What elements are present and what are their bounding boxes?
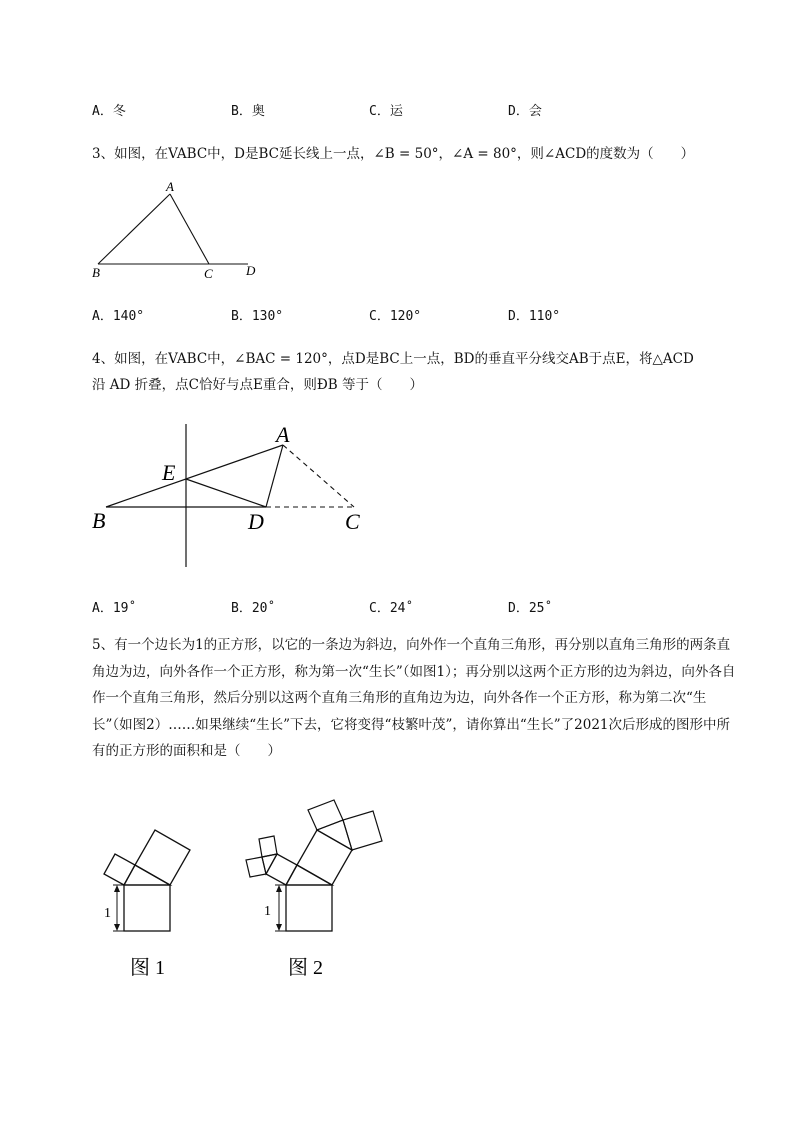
q5-figure-2 [230, 796, 400, 986]
q4-label-c: C [345, 509, 360, 534]
q5-figure-1 [98, 826, 198, 986]
q3-triangle-figure [86, 176, 276, 284]
q4-fold-figure [86, 412, 376, 572]
fig2-base-square [286, 885, 332, 931]
q2-option-d[interactable]: D．会 [508, 104, 542, 119]
q3-stem: 3、如图，在VABC中，D是BC延长线上一点，∠B = 50°，∠A = 80°，则∠ACD的度数为（ ） [92, 146, 695, 162]
q3-line-ab [98, 194, 170, 264]
q4-option-d[interactable]: D．25˚ [508, 601, 553, 616]
q4-stem-line1: 4、如图，在VABC中，∠BAC = 120°，点D是BC上一点，BD的垂直平分线交AB于点E，将△ACD [92, 351, 694, 367]
fig1-left-square [104, 854, 135, 885]
q3-label-b: B [92, 265, 100, 280]
q4-label-b: B [92, 508, 106, 533]
fig2-right-square [297, 830, 352, 885]
fig2-square-right-a [308, 800, 343, 830]
q4-stem-line2: 沿 AD 折叠，点C恰好与点E重合，则ÐB 等于（ ） [92, 377, 423, 393]
fig2-side-label: 1 [264, 904, 271, 919]
fig1-right-square [135, 830, 190, 885]
q4-line-ac-dashed [283, 445, 354, 507]
fig2-square-left-a [246, 857, 266, 877]
q4-option-a[interactable]: A．19˚ [92, 601, 137, 616]
q4-label-a: A [276, 422, 290, 447]
q2-option-b[interactable]: B．奥 [231, 104, 265, 119]
fig2-triangle-right [317, 820, 352, 850]
q4-line-ab [106, 445, 283, 507]
q3-option-c[interactable]: C．120° [369, 309, 422, 324]
q3-label-d: D [246, 263, 256, 278]
fig1-base-square [124, 885, 170, 931]
fig2-triangle-1 [286, 865, 332, 885]
q3-option-b[interactable]: B．130° [231, 309, 284, 324]
q3-line-ac [170, 194, 209, 264]
q3-option-a[interactable]: A．140° [92, 309, 145, 324]
q3-label-a: A [166, 179, 174, 194]
fig1-caption: 图 1 [130, 957, 165, 979]
fig2-square-right-b [343, 811, 382, 850]
fig2-square-left-b [259, 836, 277, 857]
fig2-caption: 图 2 [288, 957, 323, 979]
q2-option-c[interactable]: C．运 [369, 104, 403, 119]
q4-line-ad [266, 445, 283, 507]
fig1-right-triangle [124, 865, 170, 885]
q4-label-d: D [248, 509, 264, 534]
q4-option-c[interactable]: C．24˚ [369, 601, 414, 616]
q4-line-ed [186, 479, 266, 507]
fig1-side-label: 1 [104, 906, 111, 921]
q2-option-a[interactable]: A．冬 [92, 104, 126, 119]
q4-option-b[interactable]: B．20˚ [231, 601, 276, 616]
q5-stem: 5、有一个边长为1的正方形，以它的一条边为斜边，向外作一个直角三角形，再分别以直角三角形的两条直角边为边，向外各作一个正方形，称为第一次“生长”（如图1）；再分别以这两个正方形的边为斜边，向外各自作一个直角三角形，然后分别以这两个直角三角形的直角边为边，向外各作一个正方形，称为第二次“生长”（如图2）……如果继续“生长”下去，它将变得“枝繁叶茂”，请你算出“生长”了2021次后形成的图形中所有的正方形的面积和是（ ） [92, 637, 736, 759]
q3-option-d[interactable]: D．110° [508, 309, 561, 324]
fig2-left-square [266, 854, 297, 885]
q4-label-e: E [162, 460, 176, 485]
q3-label-c: C [204, 266, 213, 281]
